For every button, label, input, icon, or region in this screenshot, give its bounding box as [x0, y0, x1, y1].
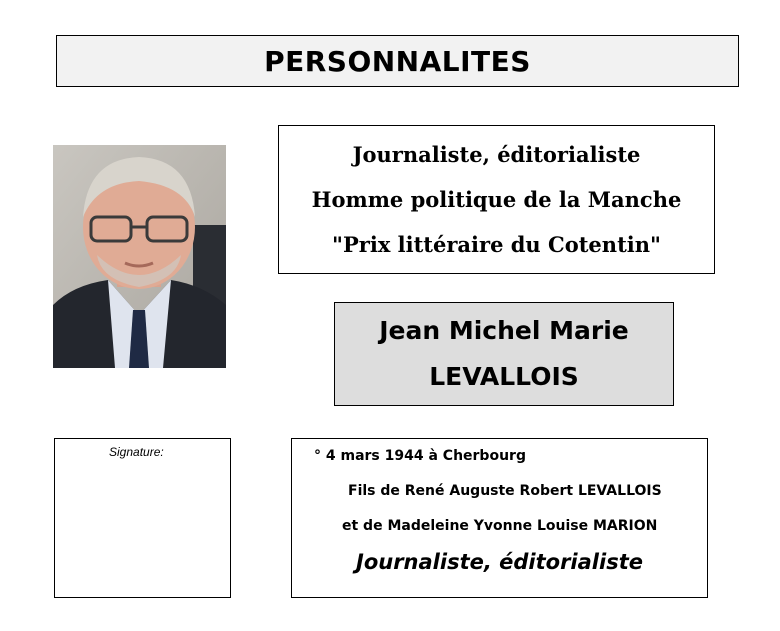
- roles-box: [278, 125, 715, 274]
- surname: LEVALLOIS: [429, 362, 579, 391]
- page-title: PERSONNALITES: [264, 44, 531, 78]
- biography-box: [291, 438, 708, 598]
- given-names: Jean Michel Marie: [379, 316, 629, 345]
- father-info: Fils de René Auguste Robert LEVALLOIS: [348, 483, 662, 499]
- signature-label: Signature:: [109, 445, 164, 459]
- mother-info: et de Madeleine Yvonne Louise MARION: [342, 518, 658, 534]
- role-line: Journaliste, éditorialiste: [352, 142, 641, 167]
- name-box: [334, 302, 674, 406]
- profession: Journaliste, éditorialiste: [356, 550, 643, 574]
- portrait-image: [53, 145, 226, 368]
- role-line: "Prix littéraire du Cotentin": [332, 232, 661, 257]
- title-banner: [56, 35, 739, 87]
- birth-info: ° 4 mars 1944 à Cherbourg: [314, 448, 526, 464]
- portrait-photo: [53, 145, 226, 368]
- role-line: Homme politique de la Manche: [311, 187, 682, 212]
- signature-box: [54, 438, 231, 598]
